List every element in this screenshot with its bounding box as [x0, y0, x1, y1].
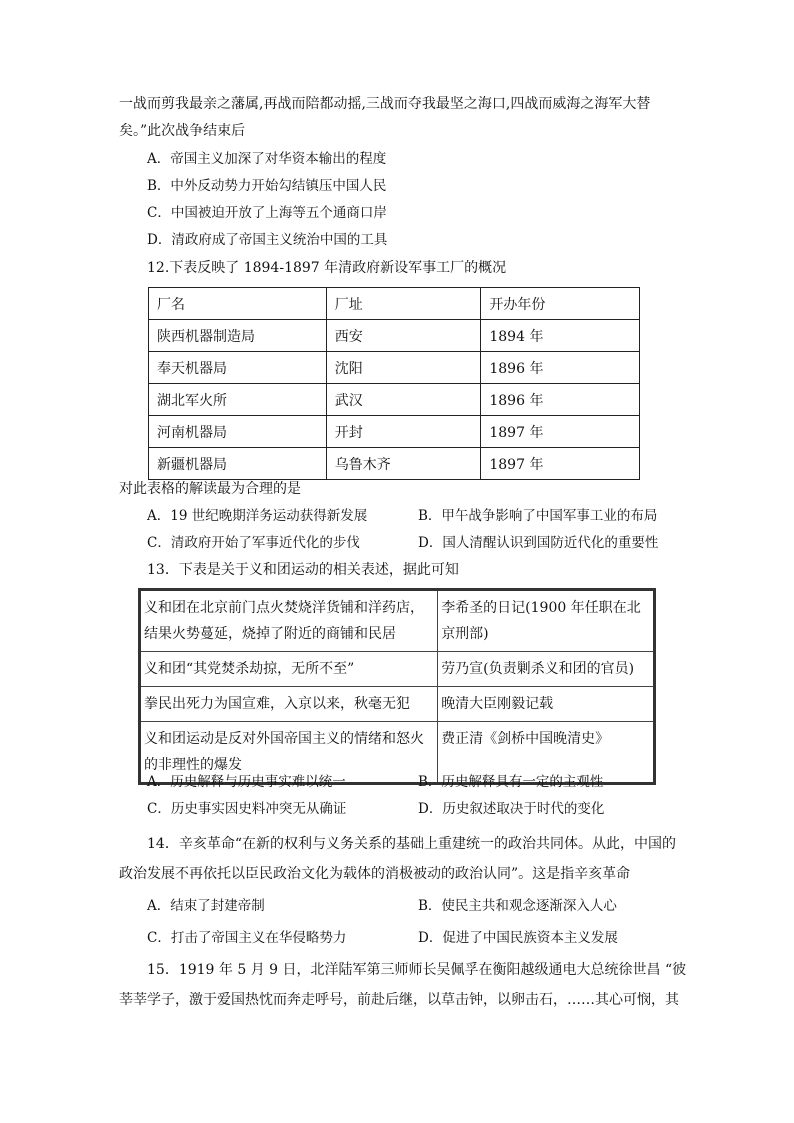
q12-option-b: B．甲午战争影响了中国军事工业的布局 — [418, 508, 658, 524]
statement-cell: 义和团“其党焚杀劫掠，无所不至” — [140, 652, 438, 687]
q15-line-2: 莘莘学子，激于爱国热忱而奔走呼号，前赴后继，以草击钟，以卵击石，……其心可悯，其 — [119, 992, 679, 1008]
q12-factory-table — [148, 287, 640, 480]
source-cell: 劳乃宣(负责剿杀义和团的官员) — [438, 652, 655, 687]
source-cell: 晚清大臣刚毅记载 — [438, 687, 655, 722]
table-cell: 陕西机器制造局 — [149, 320, 327, 352]
q13-option-c: C．历史事实因史料冲突无从确证 — [147, 801, 347, 817]
table-cell: 1896 年 — [481, 384, 640, 416]
table-cell: 开封 — [326, 416, 481, 448]
q12-option-c: C．清政府开始了军事近代化的步伐 — [147, 535, 360, 551]
table-row — [140, 652, 655, 687]
table-row — [149, 352, 640, 384]
q14-option-b: B．使民主共和观念逐渐深入人心 — [418, 898, 617, 914]
q11-option-b: B．中外反动势力开始勾结镇压中国人民 — [147, 178, 387, 194]
table-cell: 奉天机器局 — [149, 352, 327, 384]
table-cell: 新疆机器局 — [149, 448, 327, 480]
table-header-cell: 厂名 — [149, 288, 327, 320]
source-cell: 李希圣的日记(1900 年任职在北京刑部) — [438, 590, 655, 652]
q14-option-c: C．打击了帝国主义在华侵略势力 — [147, 930, 347, 946]
table-row — [140, 687, 655, 722]
table-cell: 武汉 — [326, 384, 481, 416]
table-row — [149, 448, 640, 480]
q13-stem: 13．下表是关于义和团运动的相关表述，据此可知 — [147, 562, 459, 578]
table-cell: 沈阳 — [326, 352, 481, 384]
q11-option-c: C．中国被迫开放了上海等五个通商口岸 — [147, 205, 387, 221]
q12-after-table-text: 对此表格的解读最为合理的是 — [119, 481, 301, 497]
table-row — [149, 416, 640, 448]
q13-statement-table — [138, 588, 656, 785]
q13-option-b: B．历史解释具有一定的主观性 — [418, 774, 604, 790]
source-cell: 费正清《剑桥中国晚清史》 — [438, 722, 655, 784]
q12-option-d: D．国人清醒认识到国防近代化的重要性 — [418, 535, 659, 551]
intro-line-2: 矣。”此次战争结束后 — [119, 123, 246, 139]
statement-cell: 义和团运动是反对外国帝国主义的情绪和怒火的非理性的爆发 — [140, 722, 438, 784]
q14-line-1: 14．辛亥革命“在新的权利与义务关系的基础上重建统一的政治共同体。从此，中国的 — [147, 836, 676, 852]
table-row — [149, 320, 640, 352]
q13-option-a: A．历史解释与历史事实难以统一 — [147, 774, 346, 790]
q11-option-d: D．清政府成了帝国主义统治中国的工具 — [147, 232, 388, 248]
table-cell: 河南机器局 — [149, 416, 327, 448]
q11-option-a: A．帝国主义加深了对华资本输出的程度 — [147, 151, 387, 167]
intro-line-1: 一战而剪我最亲之藩属,再战而陪都动摇,三战而夺我最坚之海口,四战而威海之海军大替 — [119, 96, 651, 112]
q12-option-a: A．19 世纪晚期洋务运动获得新发展 — [147, 508, 368, 524]
table-cell: 乌鲁木齐 — [326, 448, 481, 480]
q14-line-2: 政治发展不再依托以臣民政治文化为载体的消极被动的政治认同”。这是指辛亥革命 — [119, 866, 631, 882]
table-cell: 1894 年 — [481, 320, 640, 352]
q14-option-a: A．结束了封建帝制 — [147, 898, 265, 914]
table-header-cell: 厂址 — [326, 288, 481, 320]
q15-line-1: 15．1919 年 5 月 9 日，北洋陆军第三师师长吴佩孚在衡阳越级通电大总统徐世昌 “彼 — [147, 962, 687, 978]
q12-stem: 12.下表反映了 1894-1897 年清政府新设军事工厂的概况 — [147, 260, 507, 276]
table-header-cell: 开办年份 — [481, 288, 640, 320]
table-row — [140, 590, 655, 652]
q13-option-d: D．历史叙述取决于时代的变化 — [418, 801, 605, 817]
table-cell: 1897 年 — [481, 448, 640, 480]
table-cell: 1897 年 — [481, 416, 640, 448]
table-cell: 湖北军火所 — [149, 384, 327, 416]
table-header-row — [149, 288, 640, 320]
q14-option-d: D．促进了中国民族资本主义发展 — [418, 930, 618, 946]
table-cell: 1896 年 — [481, 352, 640, 384]
statement-cell: 义和团在北京前门点火焚烧洋货铺和洋药店，结果火势蔓延，烧掉了附近的商铺和民居 — [140, 590, 438, 652]
statement-cell: 拳民出死力为国宣难，入京以来，秋毫无犯 — [140, 687, 438, 722]
table-row — [149, 384, 640, 416]
table-cell: 西安 — [326, 320, 481, 352]
